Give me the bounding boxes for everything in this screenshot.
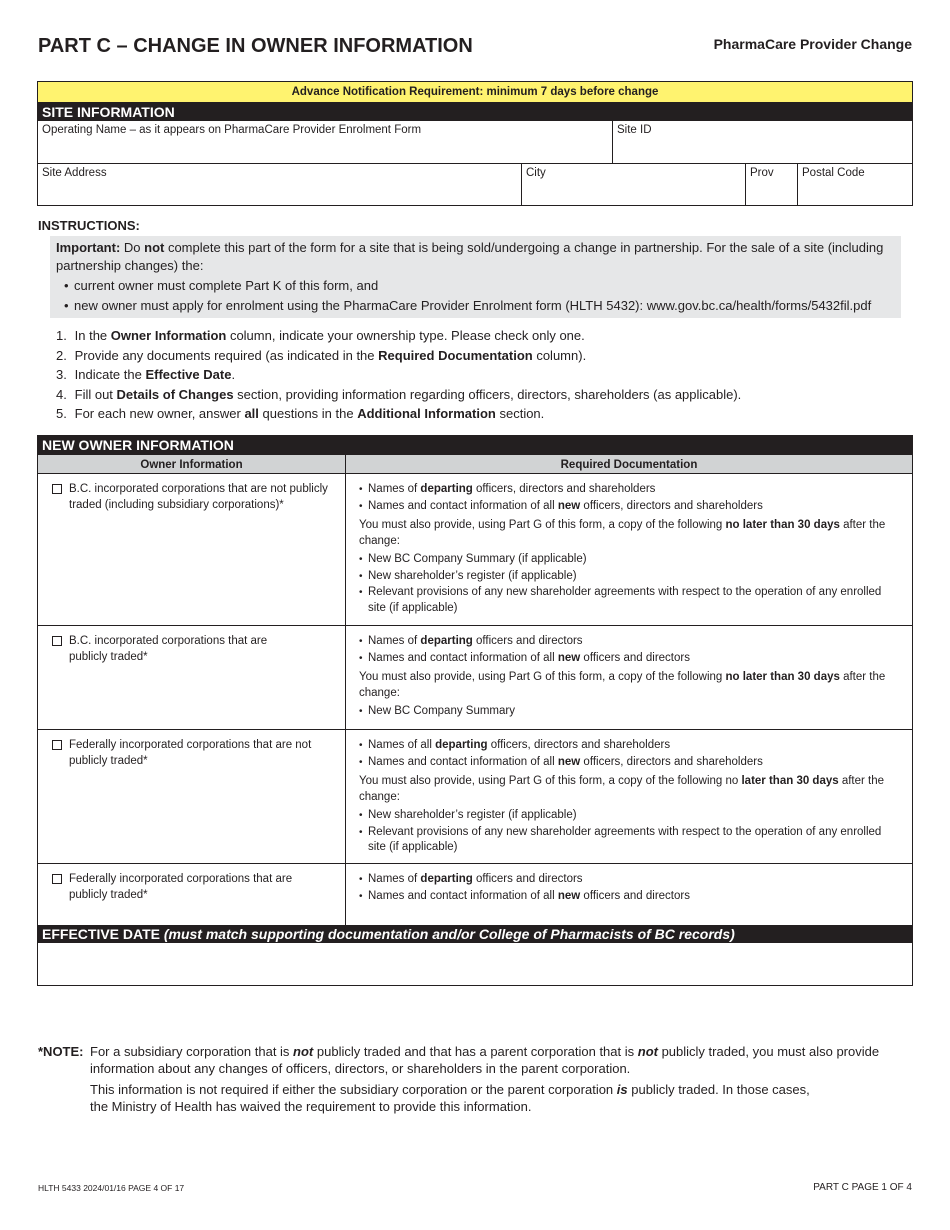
new-owner-heading: NEW OWNER INFORMATION [38, 436, 912, 454]
owner-type-label: B.C. incorporated corporations that are not publicly traded (including subsidiary corporations)* [69, 483, 328, 511]
required-docs-cell [346, 864, 912, 925]
list-item: 5. For each new owner, answer all questions in the Additional Information section. [56, 406, 545, 422]
list-item: 4. Fill out Details of Changes section, providing information regarding officers, directors, shareholders (as applicable). [56, 386, 742, 402]
list-item: • Names and contact information of all new officers and directors [359, 651, 902, 667]
list-item: • Names of departing officers, directors and shareholders [359, 482, 902, 498]
operating-name-field[interactable] [38, 121, 613, 163]
footnote [38, 1043, 900, 1115]
postal-code-label: Postal Code [802, 167, 865, 179]
requirement-paragraph: You must also provide, using Part G of this form, a copy of the following no later than 30 days after the change: [359, 775, 885, 803]
list-item: • New BC Company Summary [359, 704, 902, 720]
list-item: • Names of departing officers and directors [359, 634, 902, 650]
instruction-steps [56, 326, 741, 424]
advance-notification-banner: Advance Notification Requirement: minimum 7 days before change [38, 82, 912, 103]
list-item: • Names of departing officers and directors [359, 872, 902, 888]
list-item: • new owner must apply for enrolment using the PharmaCare Provider Enrolment form (HLTH 5432): www.gov.bc.ca/health/forms/5432fil.pdf [56, 296, 895, 316]
new-owner-information-section [37, 435, 913, 986]
list-item: 3. Indicate the Effective Date. [56, 367, 236, 383]
owner-information-column-header: Owner Information [38, 455, 346, 473]
table-row [38, 474, 912, 626]
list-item: 1. In the Owner Information column, indicate your ownership type. Please check only one. [56, 328, 585, 343]
list-item: • New shareholder’s register (if applicable) [359, 569, 902, 585]
note-paragraph: For a subsidiary corporation that is not publicly traded and that has a parent corporation that is not publicly traded, you must also provide information about any changes of officers, directors, or shareholders in the parent corporation. [90, 1044, 880, 1076]
requirement-paragraph: You must also provide, using Part G of this form, a copy of the following no later than 30 days after the change: [359, 519, 886, 547]
page-title: PART C – CHANGE IN OWNER INFORMATION [38, 35, 473, 57]
list-item: • Names and contact information of all new officers, directors and shareholders [359, 499, 902, 515]
requirement-paragraph: You must also provide, using Part G of this form, a copy of the following no later than 30 days after the change: [359, 671, 886, 699]
owner-type-label: Federally incorporated corporations that are publicly traded* [69, 873, 293, 901]
site-information-heading: SITE INFORMATION [38, 103, 912, 121]
site-address-label: Site Address [42, 167, 107, 179]
required-docs-cell [346, 626, 912, 729]
required-docs-cell [346, 730, 912, 863]
city-field[interactable] [522, 164, 746, 205]
site-address-field[interactable] [38, 164, 522, 205]
table-row [38, 864, 912, 925]
important-paragraph: Important: Do not complete this part of the form for a site that is being sold/undergoing a change in partnership. For the sale of a site (including partnership changes) the: [56, 240, 884, 273]
prov-field[interactable] [746, 164, 798, 205]
city-label: City [526, 167, 546, 179]
list-item: • Names and contact information of all new officers, directors and shareholders [359, 755, 902, 771]
effective-date-heading: EFFECTIVE DATE (must match supporting documentation and/or College of Pharmacists of BC records) [38, 925, 912, 943]
list-item: 2. Provide any documents required (as indicated in the Required Documentation column). [56, 347, 587, 363]
form-name: PharmaCare Provider Change [713, 36, 912, 52]
list-item: • Names and contact information of all new officers and directors [359, 889, 902, 905]
bc-not-traded-checkbox[interactable] [52, 484, 62, 494]
owner-type-option[interactable] [38, 474, 346, 625]
effective-date-field[interactable] [38, 943, 912, 985]
owner-type-option[interactable] [38, 626, 346, 729]
site-id-label: Site ID [617, 124, 652, 136]
bc-traded-checkbox[interactable] [52, 636, 62, 646]
required-docs-cell [346, 474, 912, 625]
site-information-section [37, 81, 913, 206]
list-item: • Relevant provisions of any new shareholder agreements with respect to the operation of any enrolled site (if applicable) [359, 825, 902, 856]
list-item: • New shareholder’s register (if applicable) [359, 808, 902, 824]
list-item: • current owner must complete Part K of this form, and [56, 276, 895, 296]
owner-type-label: B.C. incorporated corporations that are publicly traded* [69, 635, 268, 663]
federal-traded-checkbox[interactable] [52, 874, 62, 884]
instructions-heading: INSTRUCTIONS: [38, 218, 140, 233]
page-number-footer: PART C PAGE 1 OF 4 [813, 1182, 912, 1193]
note-label: *NOTE: [38, 1044, 84, 1059]
operating-name-label: Operating Name – as it appears on PharmaCare Provider Enrolment Form [42, 124, 422, 136]
required-documentation-column-header: Required Documentation [560, 459, 698, 471]
owner-type-option[interactable] [38, 864, 346, 925]
prov-label: Prov [750, 167, 774, 179]
table-row [38, 730, 912, 864]
owner-type-label: Federally incorporated corporations that are not publicly traded* [69, 739, 312, 767]
list-item: • New BC Company Summary (if applicable) [359, 552, 902, 568]
owner-type-option[interactable] [38, 730, 346, 863]
federal-not-traded-checkbox[interactable] [52, 740, 62, 750]
table-row [38, 626, 912, 730]
site-id-field[interactable] [613, 121, 912, 163]
list-item: • Relevant provisions of any new shareholder agreements with respect to the operation of any enrolled site (if applicable) [359, 585, 902, 616]
important-notice [50, 236, 901, 318]
list-item: • Names of all departing officers, directors and shareholders [359, 738, 902, 754]
form-code-footer: HLTH 5433 2024/01/16 PAGE 4 OF 17 [38, 1183, 185, 1193]
note-paragraph: This information is not required if either the subsidiary corporation or the parent corporation is publicly traded. In those cases, the Ministry of Health has waived the requirement to provide this information. [90, 1082, 810, 1114]
postal-code-field[interactable] [798, 164, 912, 205]
